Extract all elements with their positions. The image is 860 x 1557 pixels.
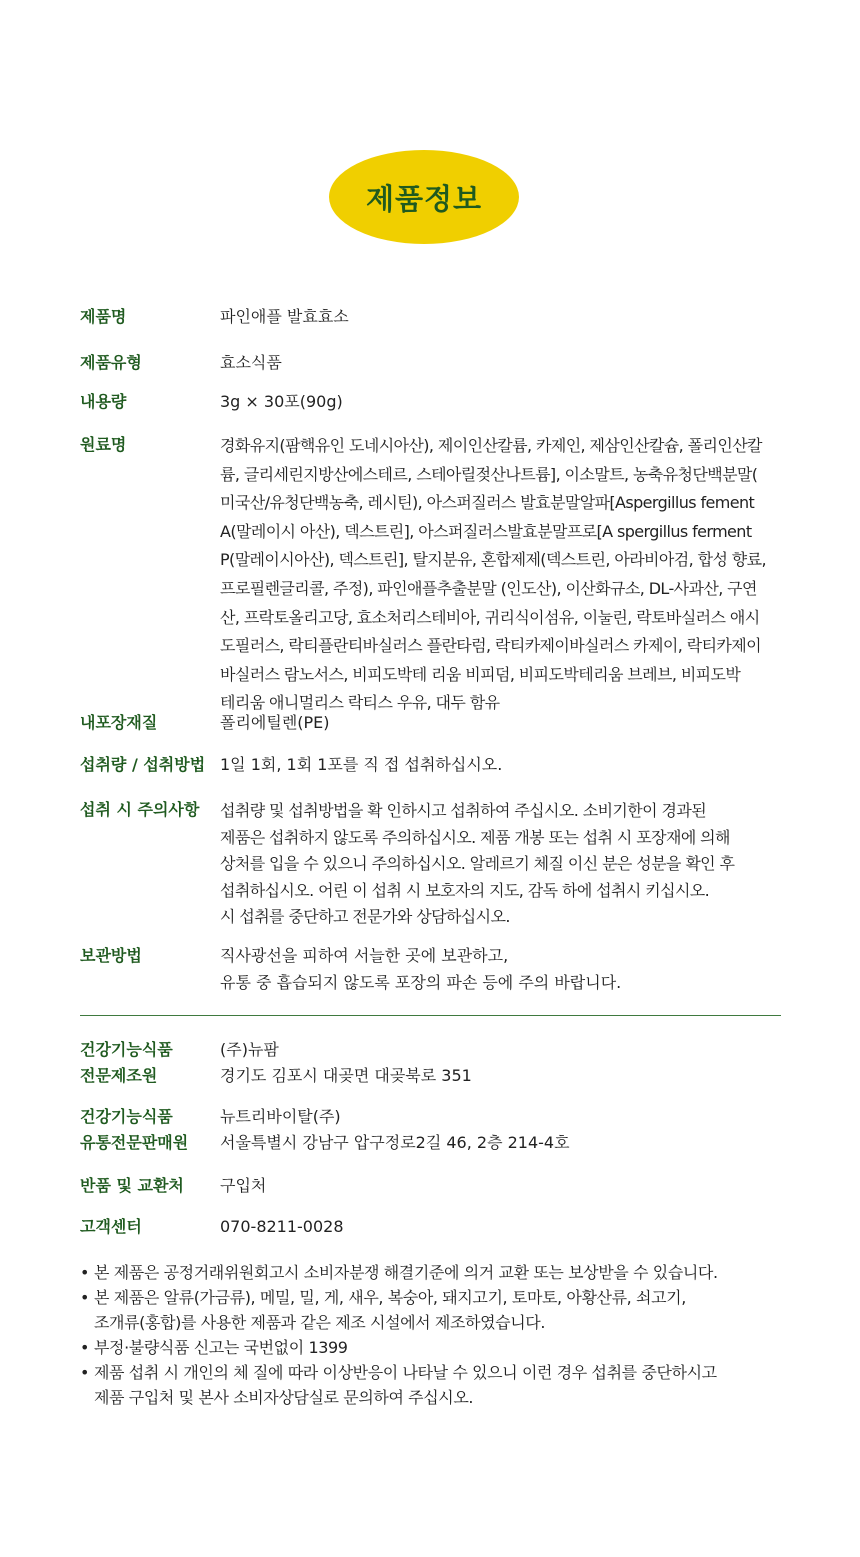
bullet-icon: • xyxy=(80,1288,90,1307)
info-label: 내용량 xyxy=(80,392,127,411)
info-value: 폴리에틸렌(PE) xyxy=(220,713,330,732)
notice-item: • 부정·불량식품 신고는 국번없이 1399 xyxy=(80,1335,780,1360)
info-label: 보관방법 xyxy=(80,946,142,965)
title-badge xyxy=(329,150,519,244)
notice-list xyxy=(80,1260,780,1410)
bullet-icon: • xyxy=(80,1363,90,1382)
notice-item: • 본 제품은 알류(가금류), 메밀, 밀, 게, 새우, 복숭아, 돼지고기, 토마토, 아황산류, 쇠고기, 조개류(홍합)를 사용한 제품과 같은 제조 시설에서 제조하였습니다. xyxy=(80,1285,780,1335)
notice-item: • 본 제품은 공정거래위원회고시 소비자분쟁 해결기준에 의거 교환 또는 보상받을 수 있습니다. xyxy=(80,1260,780,1285)
company-label: 고객센터 xyxy=(80,1217,142,1236)
info-label: 섭취 시 주의사항 xyxy=(80,800,200,819)
bullet-icon: • xyxy=(80,1263,90,1282)
company-label: 건강기능식품 전문제조원 xyxy=(80,1040,173,1085)
info-label: 섭취량 / 섭취방법 xyxy=(80,755,206,774)
info-value: 섭취량 및 섭취방법을 확 인하시고 섭취하여 주십시오. 소비기한이 경과된 제품은 섭취하지 않도록 주의하십시오. 제품 개봉 또는 섭취 시 포장재에 의해 상처를 입을 수 있으니 주의하십시오. 알레르기 체질 이신 분은 성분을 확인 후 섭취하십시오. 어린 이 섭취 시 보호자의 지도, 감독 하에 섭취시 키십시오. 시 섭취를 중단하고 전문가와 상담하십시오. xyxy=(220,801,735,926)
info-label: 내포장재질 xyxy=(80,713,158,732)
info-value: 경화유지(팜핵유인 도네시아산), 제이인산칼륨, 카제인, 제삼인산칼슘, 폴리인산칼 륨, 글리세린지방산에스테르, 스테아릴젖산나트륨], 이소말트, 농축유청단백분말( 미국산/유청단백농축, 레시틴), 아스퍼질러스 발효분말알파[Aspergillus fement A(말레이시 아산), 덱스트린], 아스퍼질러스발효분말프로[A spergillus ferment P(말레이시아산), 덱스트린], 탈지분유, 혼합제제(덱스트린, 아라비아검, 합성 향료, 프로필렌글리콜, 주정), 파인애플추출분말 (인도산), 이산화규소, DL-사과산, 구연 산, 프락토올리고당, 효소처리스테비아, 귀리식이섬유, 이눌린, 락토바실러스 애시 도필러스, 락티플란티바실러스 플란타럼, 락티카제이바실러스 카제이, 락티카제이 바실러스 람노서스, 비피도박테 리움 비피덤, 비피도박테리움 브레브, 비피도박 테리움 애니멀리스 락티스 우유, 대두 함유 xyxy=(220,436,766,713)
info-value: 효소식품 xyxy=(220,353,282,372)
section-divider xyxy=(80,1015,781,1016)
company-value: 구입처 xyxy=(220,1176,267,1195)
company-label: 건강기능식품 유통전문판매원 xyxy=(80,1107,189,1152)
page-title: 제품정보 xyxy=(365,181,483,216)
bullet-icon: • xyxy=(80,1338,90,1357)
info-label: 제품명 xyxy=(80,307,127,326)
info-value: 3g × 30포(90g) xyxy=(220,392,343,411)
notice-item: • 제품 섭취 시 개인의 체 질에 따라 이상반응이 나타날 수 있으니 이런 경우 섭취를 중단하시고 제품 구입처 및 본사 소비자상담실로 문의하여 주십시오. xyxy=(80,1360,780,1410)
company-label: 반품 및 교환처 xyxy=(80,1176,184,1195)
info-label: 원료명 xyxy=(80,435,127,454)
company-value: (주)뉴팜 경기도 김포시 대곶면 대곶북로 351 xyxy=(220,1040,472,1085)
company-value: 070-8211-0028 xyxy=(220,1217,344,1236)
company-value: 뉴트리바이탈(주) 서울특별시 강남구 압구정로2길 46, 2층 214-4호 xyxy=(220,1107,570,1152)
info-value: 파인애플 발효효소 xyxy=(220,307,349,326)
info-value: 1일 1회, 1회 1포를 직 접 섭취하십시오. xyxy=(220,755,503,774)
info-value: 직사광선을 피하여 서늘한 곳에 보관하고, 유통 중 흡습되지 않도록 포장의 파손 등에 주의 바랍니다. xyxy=(220,946,622,992)
info-label: 제품유형 xyxy=(80,353,142,372)
